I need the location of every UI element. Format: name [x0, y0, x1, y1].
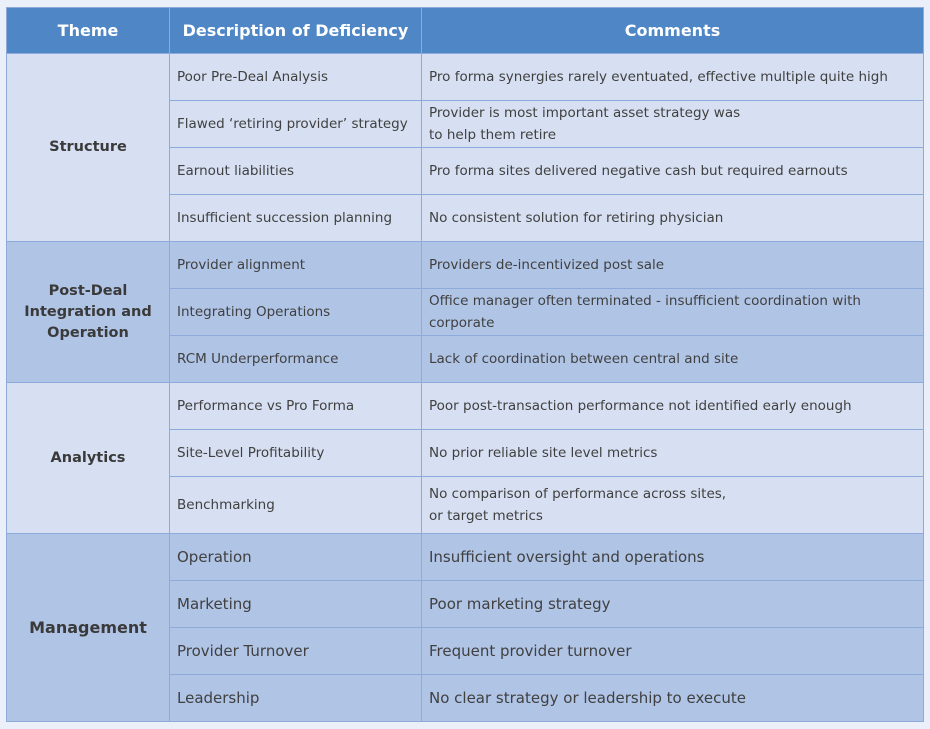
description-cell: Site-Level Profitability	[170, 430, 422, 477]
comment-cell: Providers de-incentivized post sale	[422, 242, 924, 289]
header-theme: Theme	[7, 8, 170, 54]
description-cell: Marketing	[170, 581, 422, 628]
theme-post-deal	[7, 242, 170, 383]
theme-line: Operation	[47, 324, 129, 341]
theme-management: Management	[7, 534, 170, 722]
table-row	[7, 54, 924, 101]
description-cell: Leadership	[170, 675, 422, 722]
description-cell: RCM Underperformance	[170, 336, 422, 383]
description-cell: Insufficient succession planning	[170, 195, 422, 242]
description-cell: Integrating Operations	[170, 289, 422, 336]
table-row	[7, 383, 924, 430]
deficiency-table	[6, 7, 924, 722]
comment-cell: Lack of coordination between central and site	[422, 336, 924, 383]
comment-cell: No consistent solution for retiring physician	[422, 195, 924, 242]
theme-structure: Structure	[7, 54, 170, 242]
comment-cell: Insufficient oversight and operations	[422, 534, 924, 581]
table-row	[7, 242, 924, 289]
comment-cell: No prior reliable site level metrics	[422, 430, 924, 477]
comment-cell: Poor post-transaction performance not identified early enough	[422, 383, 924, 430]
comment-line: to help them retire	[429, 127, 557, 143]
description-cell: Benchmarking	[170, 477, 422, 534]
comment-line: Office manager often terminated - insufficient coordination with	[429, 293, 861, 309]
description-cell: Poor Pre-Deal Analysis	[170, 54, 422, 101]
description-cell: Operation	[170, 534, 422, 581]
comment-line: Provider is most important asset strategy was	[429, 105, 741, 121]
comment-cell	[422, 477, 924, 534]
description-cell: Earnout liabilities	[170, 148, 422, 195]
comment-line: No comparison of performance across sites,	[429, 486, 727, 502]
description-cell: Provider Turnover	[170, 628, 422, 675]
theme-analytics: Analytics	[7, 383, 170, 534]
header-comments: Comments	[422, 8, 924, 54]
comment-cell	[422, 101, 924, 148]
header-description: Description of Deficiency	[170, 8, 422, 54]
theme-line: Integration and	[24, 303, 152, 320]
comment-line: corporate	[429, 315, 495, 331]
comment-cell: Pro forma sites delivered negative cash but required earnouts	[422, 148, 924, 195]
description-cell: Performance vs Pro Forma	[170, 383, 422, 430]
description-cell: Provider alignment	[170, 242, 422, 289]
comment-cell: Frequent provider turnover	[422, 628, 924, 675]
comment-cell: No clear strategy or leadership to execute	[422, 675, 924, 722]
description-cell: Flawed ‘retiring provider’ strategy	[170, 101, 422, 148]
comment-line: or target metrics	[429, 508, 543, 524]
comment-cell	[422, 289, 924, 336]
theme-line: Post-Deal	[48, 282, 128, 299]
comment-cell: Poor marketing strategy	[422, 581, 924, 628]
table-row	[7, 534, 924, 581]
comment-cell: Pro forma synergies rarely eventuated, effective multiple quite high	[422, 54, 924, 101]
header-row	[7, 8, 924, 54]
